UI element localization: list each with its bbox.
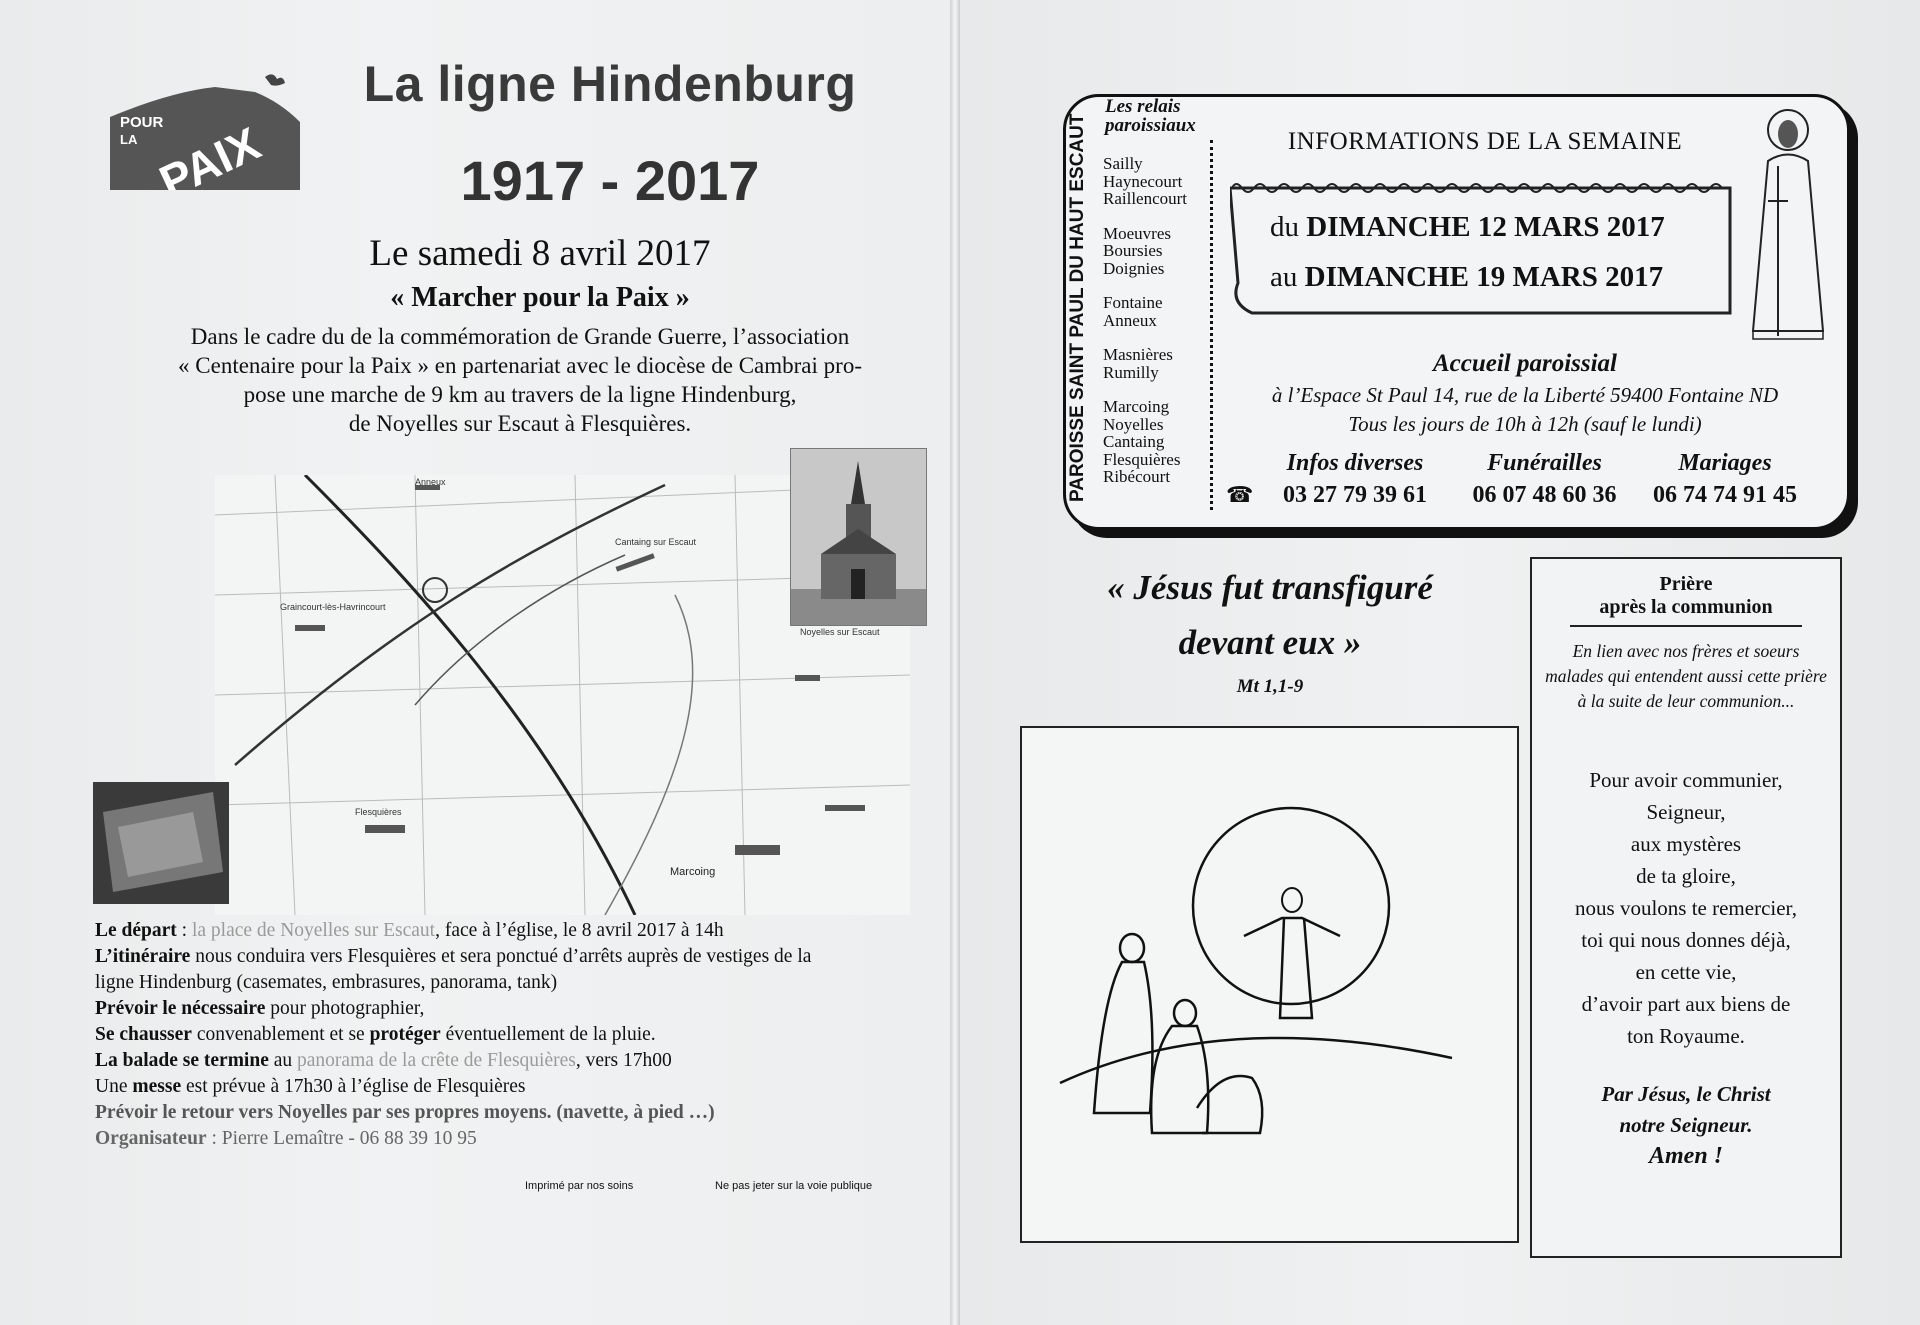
map-label-flesquieres: Flesquières [355, 807, 402, 817]
prayer-box [1530, 557, 1842, 1258]
church-photo [790, 448, 927, 626]
phone-icon: ☎ [1226, 482, 1254, 507]
title-years: 1917 - 2017 [460, 149, 760, 212]
gospel-reference: Mt 1,1-9 [1236, 676, 1304, 697]
week-dates-banner [1230, 183, 1733, 318]
saint-paul-illustration [1748, 106, 1838, 346]
accueil-hours: Tous les jours de 10h à 12h (sauf le lundi) [1348, 412, 1702, 436]
prayer-intro: En lien avec nos frères et soeurs malades qui entendent aussi cette prière à la suite de leur communion... [1545, 641, 1827, 711]
svg-text:PAIX: PAIX [151, 116, 268, 190]
contact-number-funerailles: 06 07 48 60 36 [1472, 482, 1617, 508]
footer-printed: Imprimé par nos soins [525, 1180, 634, 1192]
prayer-subtitle: après la communion [1599, 596, 1773, 618]
prayer-title-rule [1570, 625, 1802, 627]
from-date: du DIMANCHE 12 MARS 2017 [1270, 211, 1665, 243]
map-label-noyelles: Noyelles sur Escaut [800, 627, 880, 637]
contact-label-infos: Infos diverses [1286, 450, 1424, 476]
contact-number-mariages: 06 74 74 91 45 [1653, 482, 1797, 508]
svg-text:LA: LA [120, 132, 138, 147]
tank-panorama-photo [93, 782, 229, 904]
relais-title: Les relais paroissiaux [1105, 96, 1196, 136]
contact-number-infos: 03 27 79 39 61 [1283, 482, 1427, 508]
map-label-graincourt: Graincourt-lès-Havrincourt [280, 602, 386, 612]
intro-paragraph: Dans le cadre du de la commémoration de Grande Guerre, l’association « Centenaire pour la Paix » en partenariat avec le diocèse de Cambrai pro- pose une marche de 9 km au travers de la ligne Hindenburg, de Noyelles sur Escaut à Flesquières. [178, 324, 862, 436]
map-label-anneux: Anneux [415, 477, 446, 487]
prayer-closing: Par Jésus, le Christ notre Seigneur. Amen ! [1601, 1082, 1771, 1169]
dotted-divider [1210, 140, 1213, 510]
prayer-text: Pour avoir communier, Seigneur, aux mystères de ta gloire, nous voulons te remercier, toi qui nous donnes déjà, en cette vie, d’avoir part aux biens de ton Royaume. [1575, 768, 1797, 1048]
map-label-marcoing: Marcoing [670, 866, 716, 878]
transfiguration-drawing [1020, 726, 1519, 1243]
contact-label-mariages: Mariages [1678, 450, 1772, 476]
gospel-quote: « Jésus fut transfiguré devant eux » [1107, 568, 1433, 662]
contact-label-funerailles: Funérailles [1487, 450, 1602, 476]
accueil-title: Accueil paroissial [1432, 350, 1618, 377]
info-title: INFORMATIONS DE LA SEMAINE [1287, 128, 1683, 155]
relais-list: Sailly Haynecourt Raillencourt Moeuvres Boursies Doignies Fontaine Anneux Masnières Rumilly Marcoing Noyelles Cantaing Flesquières Ribécourt [1103, 154, 1188, 486]
to-date: au DIMANCHE 19 MARS 2017 [1270, 261, 1664, 293]
page-title: La ligne Hindenburg [363, 56, 857, 112]
map-label-cantaing: Cantaing sur Escaut [615, 537, 697, 547]
event-subtitle: « Marcher pour la Paix » [390, 282, 690, 313]
logo-pour-text: POUR [120, 114, 164, 131]
parish-vertical-title [1055, 110, 1095, 505]
centenaire-paix-logo [110, 72, 300, 190]
footer-no-litter: Ne pas jeter sur la voie publique [715, 1180, 873, 1192]
event-details: Le départ : la place de Noyelles sur Escaut, face à l’église, le 8 avril 2017 à 14h L’itinéraire nous conduira vers Flesquières et sera ponctué d’arrêts auprès de vestiges de la ligne Hindenburg (casemates, embrasures, panorama, tank) Prévoir le nécessaire pour photographier, Se chausser convenablement et se protéger éventuellement de la pluie. La balade se termine au panorama de la crête de Flesquières, vers 17h00 Une messe est prévue à 17h30 à l’église de Flesquières Prévoir le retour vers Noyelles par ses propres moyens. (navette, à pied …) Organisateur : Pierre Lemaître - 06 88 39 10 95 [95, 920, 812, 1149]
accueil-address: à l’Espace St Paul 14, rue de la Liberté 59400 Fontaine ND [1271, 383, 1779, 407]
svg-text:PAROISSE SAINT PAUL DU HAUT ES: PAROISSE SAINT PAUL DU HAUT ESCAUT [1067, 113, 1088, 502]
event-date: Le samedi 8 avril 2017 [369, 233, 711, 274]
prayer-title: Prière [1659, 573, 1713, 595]
